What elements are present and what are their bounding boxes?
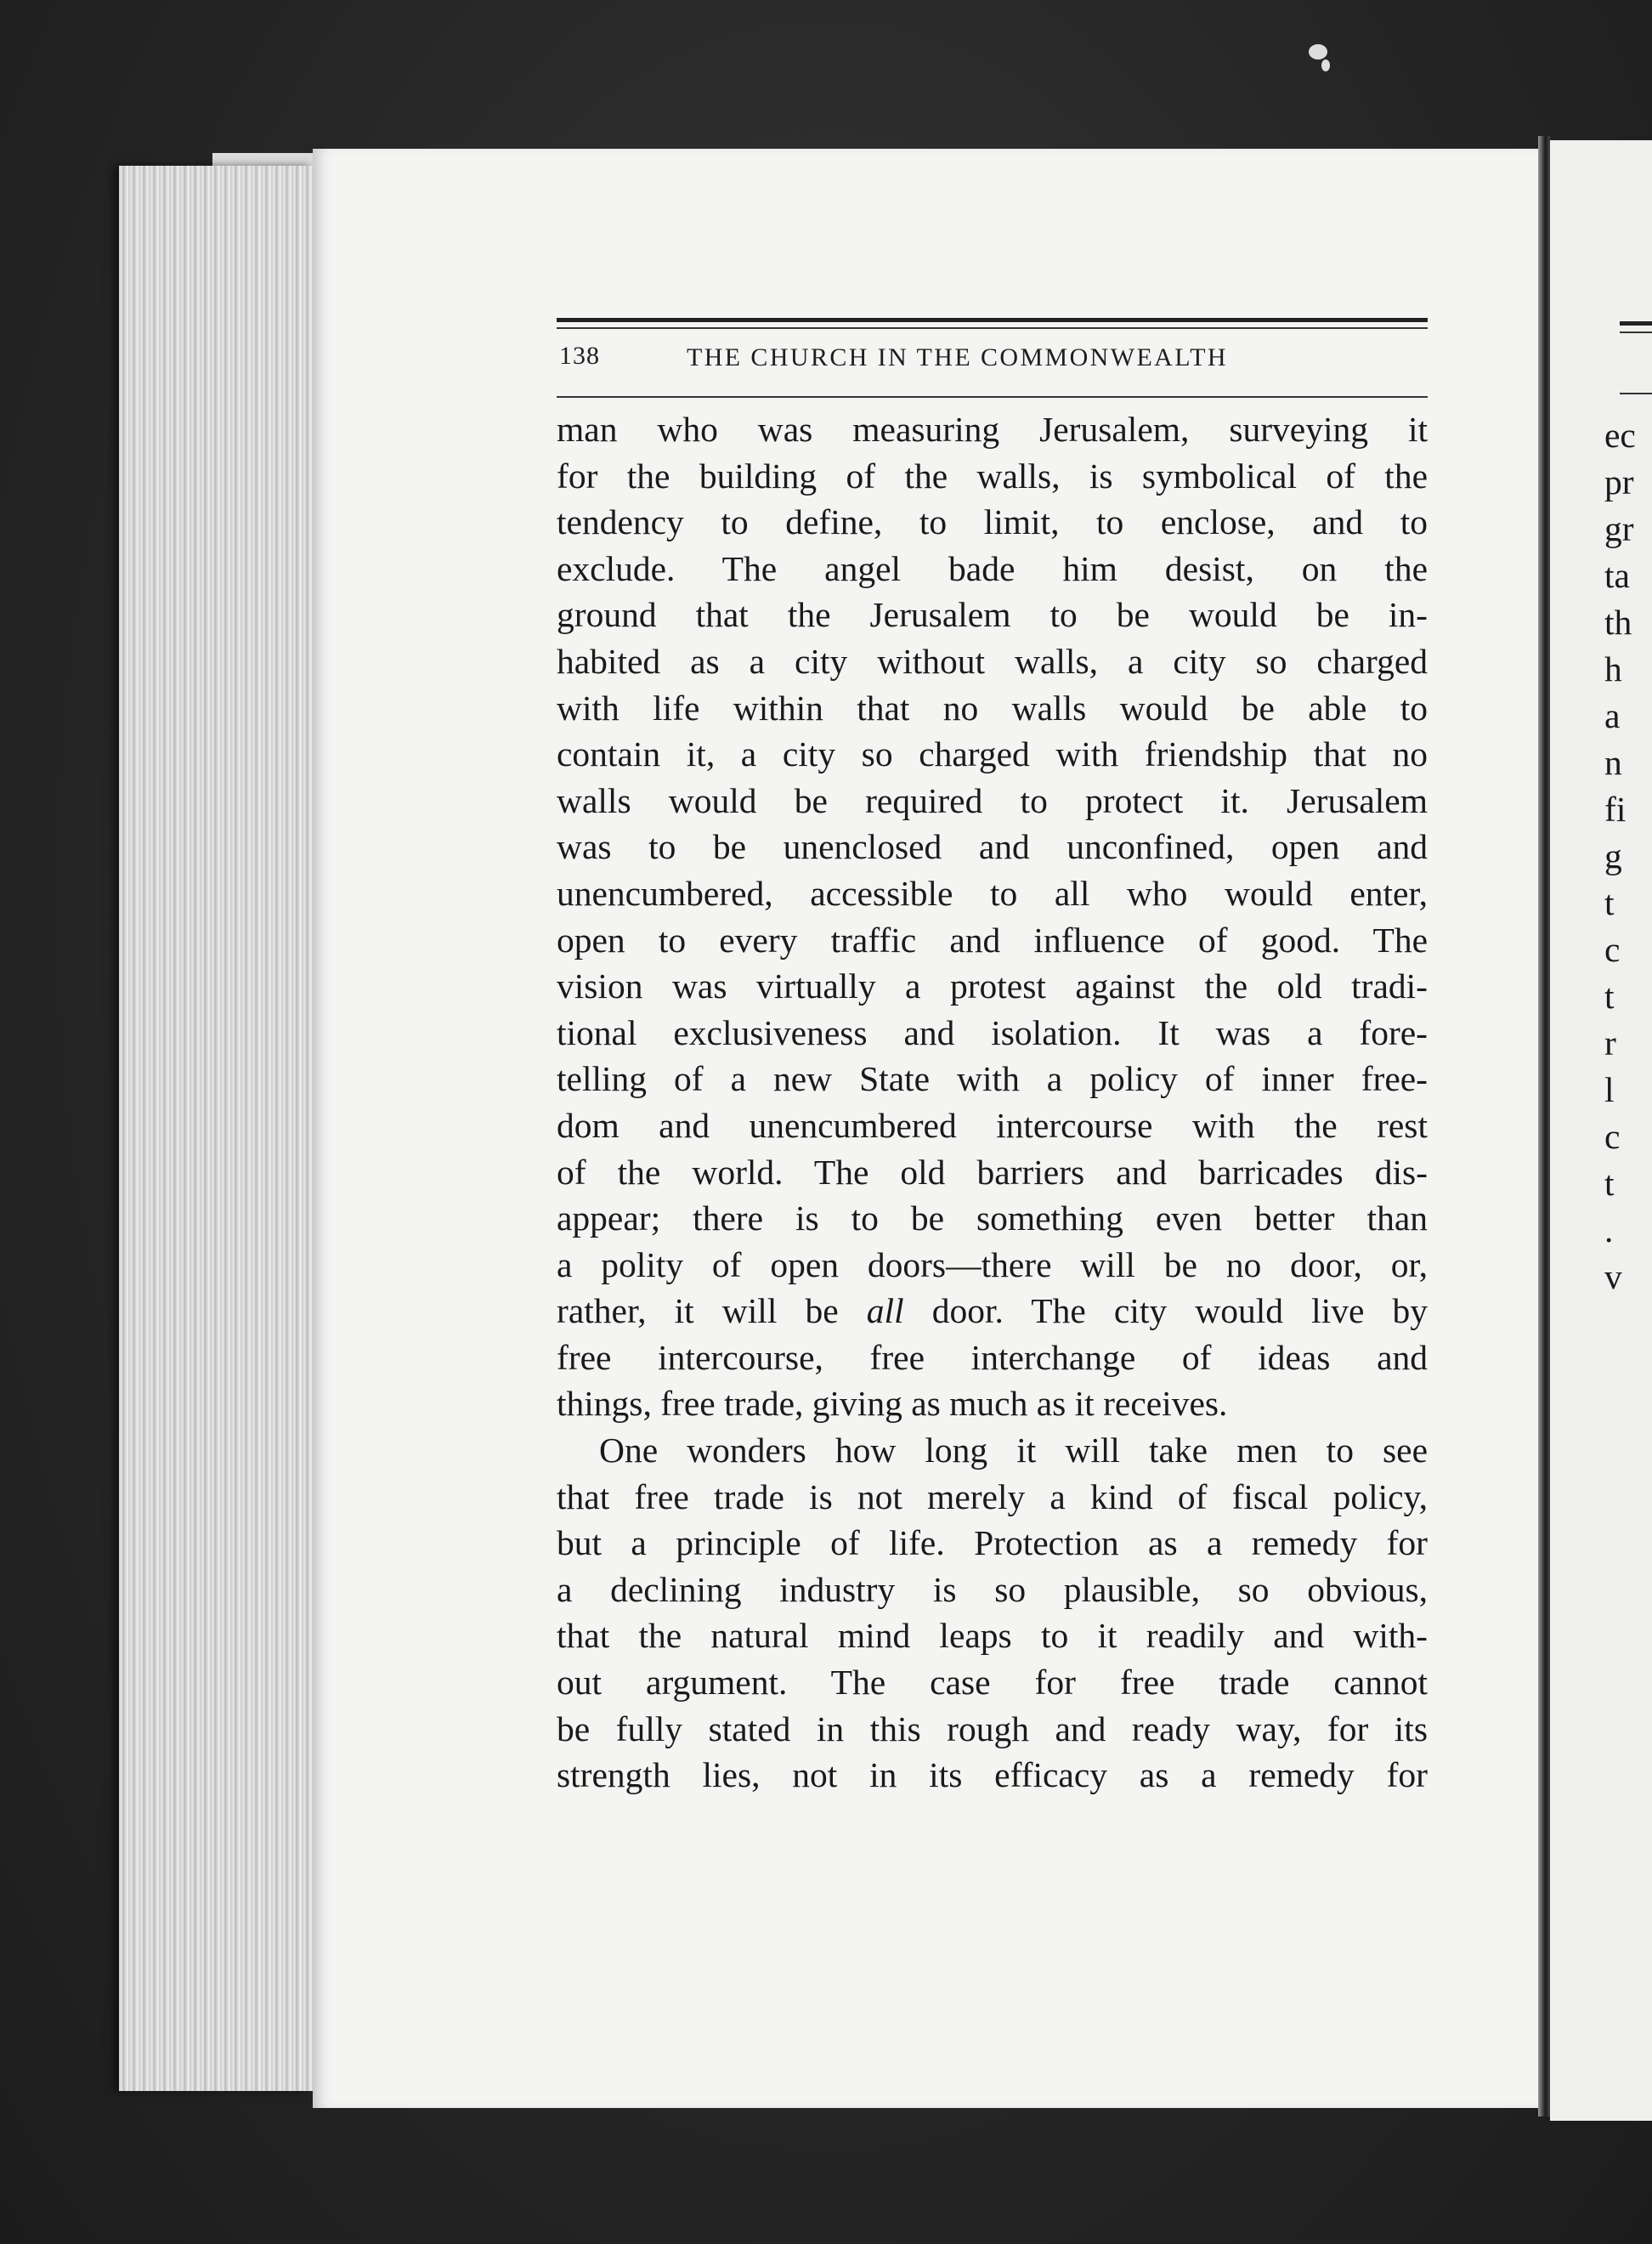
text-line: tendency to define, to limit, to enclose, and to <box>557 502 1428 542</box>
text-line: telling of a new State with a policy of inner free- <box>557 1059 1428 1099</box>
body-text <box>557 406 1428 1799</box>
facing-header-rule-second <box>1620 332 1652 333</box>
facing-fragment: pr <box>1604 462 1634 502</box>
text-line: exclude. The angel bade him desist, on the <box>557 548 1428 588</box>
facing-fragment: c <box>1604 1117 1621 1156</box>
text-line: a declining industry is so plausible, so obvious, <box>557 1569 1428 1609</box>
facing-fragment: c <box>1604 930 1621 969</box>
header-rule-second <box>557 327 1428 329</box>
text-line: that the natural mind leaps to it readily and with- <box>557 1616 1428 1656</box>
text-line: dom and unencumbered intercourse with the rest <box>557 1105 1428 1145</box>
text-run: door. The city would live by <box>903 1291 1429 1331</box>
dust-speck <box>1309 44 1327 60</box>
facing-fragment: t <box>1604 883 1615 922</box>
facing-fragment: n <box>1604 743 1622 782</box>
text-line: for the building of the walls, is symbolical of the <box>557 456 1428 496</box>
facing-fragment: fi <box>1604 790 1627 829</box>
facing-fragment: t <box>1604 1164 1615 1203</box>
text-line: but a principle of life. Protection as a remedy for <box>557 1523 1428 1563</box>
facing-fragment: v <box>1604 1257 1622 1296</box>
text-line: contain it, a city so charged with friendship that no <box>557 734 1428 774</box>
facing-fragment: . <box>1604 1210 1614 1250</box>
page-number: 138 <box>559 342 600 370</box>
facing-fragment: r <box>1604 1023 1616 1062</box>
text-line: ground that the Jerusalem to be would be in- <box>557 595 1428 635</box>
text-line: open to every traffic and influence of good. The <box>557 920 1428 960</box>
italic-word: all <box>866 1291 904 1331</box>
dust-speck <box>1321 60 1330 71</box>
facing-fragment: a <box>1604 696 1621 735</box>
header-rule-top <box>557 318 1428 322</box>
text-line: of the world. The old barriers and barricades dis- <box>557 1152 1428 1192</box>
text-line: a polity of open doors—there will be no door, or, <box>557 1244 1428 1284</box>
text-line: was to be unenclosed and unconfined, open and <box>557 827 1428 867</box>
stacked-page-edges <box>119 166 314 2091</box>
text-line: with life within that no walls would be able to <box>557 688 1428 728</box>
text-line: man who was measuring Jerusalem, surveying it <box>557 410 1428 449</box>
text-line: unencumbered, accessible to all who would enter, <box>557 873 1428 913</box>
text-line: vision was virtually a protest against the old tradi- <box>557 966 1428 1006</box>
text-run: rather, it will be <box>557 1291 839 1331</box>
text-line: appear; there is to be something even better than <box>557 1198 1428 1238</box>
text-line: be fully stated in this rough and ready way, for its <box>557 1708 1428 1748</box>
text-line: habited as a city without walls, a city so charged <box>557 641 1428 681</box>
facing-fragment: t <box>1604 977 1615 1016</box>
text-line-with-italic <box>557 1288 1428 1334</box>
text-line-paragraph-start: One wonders how long it will take men to see <box>599 1431 1428 1470</box>
running-head: THE CHURCH IN THE COMMONWEALTH <box>687 343 1228 371</box>
facing-fragment: gr <box>1604 509 1634 548</box>
facing-fragment: g <box>1604 836 1622 876</box>
facing-page <box>1550 140 1652 2121</box>
header-rule-bottom <box>557 396 1428 398</box>
text-line: strength lies, not in its efficacy as a remedy for <box>557 1755 1428 1795</box>
text-line: free intercourse, free interchange of ideas and <box>557 1337 1428 1377</box>
facing-header-rule-bottom <box>1620 393 1652 394</box>
facing-fragment: ec <box>1604 416 1636 455</box>
book-gutter <box>1538 136 1550 2116</box>
facing-fragment: h <box>1604 649 1622 688</box>
facing-header-rule-top <box>1620 321 1652 326</box>
text-line: tional exclusiveness and isolation. It was a fore- <box>557 1012 1428 1052</box>
text-line: out argument. The case for free trade cannot <box>557 1663 1428 1703</box>
text-line-paragraph-end: things, free trade, giving as much as it receives. <box>557 1384 1228 1424</box>
facing-fragment: ta <box>1604 556 1630 595</box>
text-line: walls would be required to protect it. Jerusalem <box>557 780 1428 820</box>
facing-fragment: th <box>1604 603 1632 642</box>
text-line: that free trade is not merely a kind of fiscal policy, <box>557 1476 1428 1516</box>
facing-fragment: l <box>1604 1070 1615 1109</box>
